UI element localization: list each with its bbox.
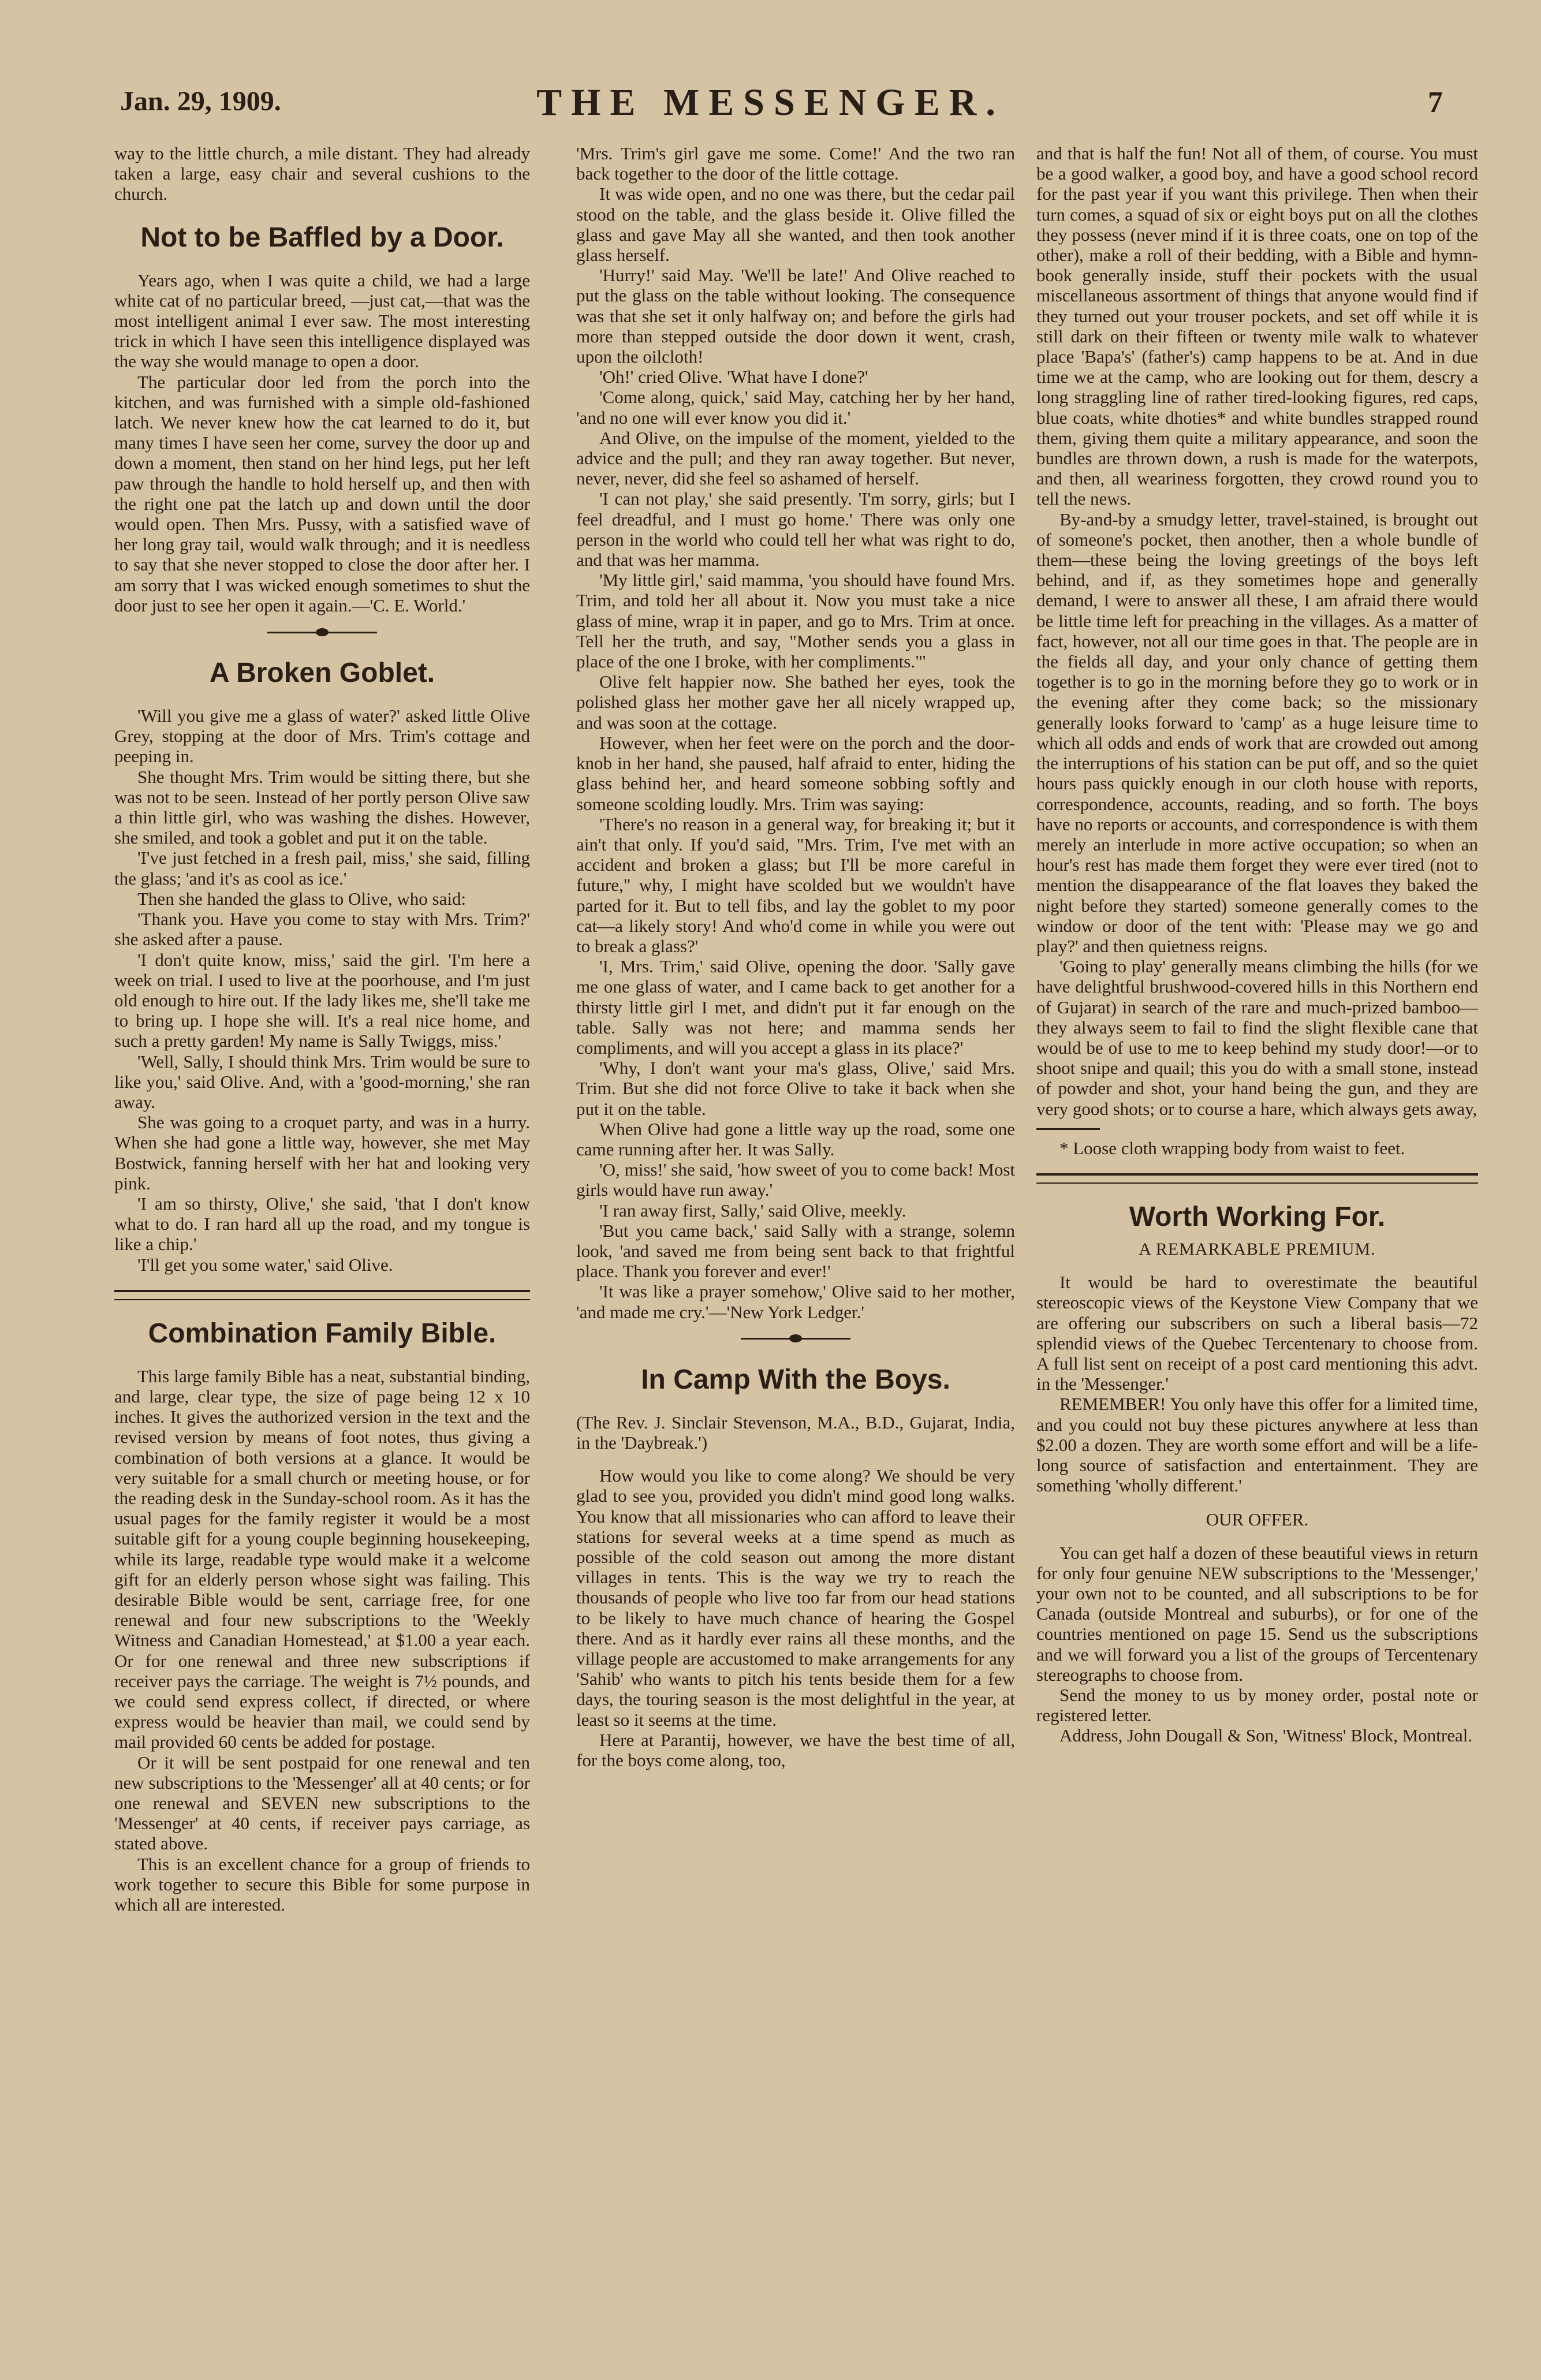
paragraph: And Olive, on the impulse of the moment, yielded to the advice and the pull; and they ran away together. But never, never, never, did she feel so ashamed of herself.	[576, 427, 1015, 489]
paragraph: 'My little girl,' said mamma, 'you should have found Mrs. Trim, and told her all about it. Now you must take a nice glass of mine, wrap it in paper, and go to Mrs. Trim at once. Tell her the truth, and say, "Mother sends you a glass in place of the one I broke, with her compliments."'	[576, 570, 1015, 672]
paragraph: 'Well, Sally, I should think Mrs. Trim would be sure to like you,' said Olive. And, with a 'good-morning,' she ran away.	[114, 1051, 530, 1112]
paragraph: How would you like to come along? We should be very glad to see you, provided you didn't mind good long walks. You know that all missionaries who can afford to leave their stations for several weeks at a time spend as much as possible of the cold season out among the more distant villages in tents. This is the way we try to reach the thousands of people who live too far from our head stations to be likely to have much chance of hearing the Gospel there. And as it hardly ever rains all these months, and the village people are accustomed to make arrangements for any 'Sahib' who wants to pitch his tents beside them for a few days, the touring season is the most delightful in the year, at least so it seems at the time.	[576, 1465, 1015, 1730]
paragraph: 'Why, I don't want your ma's glass, Olive,' said Mrs. Trim. But she did not force Olive to take it back when she put it on the table.	[576, 1058, 1015, 1119]
paragraph: This large family Bible has a neat, substantial binding, and large, clear type, the size of page being 12 x 10 inches. It gives the authorized version in the text and the revised version by means of foot notes, thus giving a combination of both versions at a glance. It would be very suitable for a small church or meeting house, or for the reading desk in the Sunday-school room. As it has the usual pages for the family register it would be a most suitable gift for a young couple beginning housekeeping, while its large, readable type would make it a welcome gift for an elderly person whose sight was failing. This desirable Bible would be sent, carriage free, for one renewal and four new subscriptions to the 'Weekly Witness and Canadian Homestead,' at $1.00 a year each. Or for one renewal and three new subscriptions if receiver pays the carriage. The weight is 7½ pounds, and we could send express collect, if directed, or where express would be heavier than mail, we could send by mail provided 60 cents be added for postage.	[114, 1366, 530, 1752]
paragraph: Then she handed the glass to Olive, who said:	[137, 888, 467, 909]
paragraph: Years ago, when I was quite a child, we had a large white cat of no particular breed, —just cat,—that was the most intelligent animal I ever saw. The most interesting trick in which I have seen this intelligence displayed was the way she would manage to open a door.	[114, 270, 530, 372]
paragraph: By-and-by a smudgy letter, travel-stained, is brought out of someone's pocket, then another, then a whole bundle of them—these being the loving greetings of the boys left behind, and if, as they sometimes hope and generally demand, I were to answer all these, I am afraid there would be little time left for preaching in the villages. As a matter of fact, however, not all our time goes in that. The people are in the fields all day, and your only chance of getting them together is to go in the morning before they go to work or in the evening after they come back; so the missionary generally looks forward to 'camp' as a huge leisure time to which all odds and ends of work that are crowded out among the interruptions of his station can be put off, and so the quiet hours pass quickly enough in our cloth house with reports, correspondence, accounts, reading, and so forth. The boys have no reports or accounts, and correspondence is with them merely an interlude in more active occupation; so when an hour's rest has made them forget they were ever tired (not to mention the disappearance of the flat loaves they baked the night before they started) someone generally comes to the window or door of the tent with: 'Please may we go and play?' and then quietness reigns.	[1036, 509, 1478, 956]
offer-heading: OUR OFFER.	[1206, 1509, 1309, 1530]
paragraph: Or it will be sent postpaid for one renewal and ten new subscriptions to the 'Messenger' all at 40 cents; or for one renewal and SEVEN new subscriptions to the 'Messenger' at 40 cents, if receiver pays carriage, as stated above.	[114, 1752, 530, 1854]
paragraph: You can get half a dozen of these beautiful views in return for only four genuine NEW subscriptions to the 'Messenger,' your own not to be counted, and all subscriptions to be for Canada (outside Montreal and suburbs), or for one of the countries mentioned on page 15. Send us the subscriptions and we will forward you a list of the groups of Tercentenary stereographs to choose from.	[1036, 1542, 1478, 1685]
paragraph: Here at Parantij, however, we have the best time of all, for the boys come along, too,	[576, 1729, 1015, 1771]
paragraph: 'I don't quite know, miss,' said the girl. 'I'm here a week on trial. I used to live at the poorhouse, and I'm just old enough to hire out. If the lady likes me, she'll take me to bring up. I hope she will. It's a real nice home, and such a pretty garden! My name is Sally Twiggs, miss.'	[114, 949, 530, 1051]
footnote-rule	[1036, 1128, 1100, 1130]
article-subtitle: A REMARKABLE PREMIUM.	[1139, 1239, 1376, 1259]
section-divider	[576, 1331, 1015, 1346]
article-title-goblet: A Broken Goblet.	[209, 658, 435, 689]
paragraph: 'There's no reason in a general way, for breaking it; but it ain't that only. If you'd said, "Mrs. Trim, I've met with an accident and broken a glass; but I'll be more careful in future," why, I might have scolded but we wouldn't have parted for it. But to tell fibs, and lay the goblet to my poor cat—a likely story! And who'd come in while you were out to break a glass?'	[576, 814, 1015, 956]
heavy-rule	[1036, 1173, 1478, 1184]
heavy-rule	[114, 1290, 530, 1300]
paragraph: Send the money to us by money order, postal note or registered letter.	[1036, 1685, 1478, 1726]
paragraph: REMEMBER! You only have this offer for a limited time, and you could not buy these pictures anywhere at less than $2.00 a dozen. They are worth some effort and will be a life-long source of satisfaction and entertainment. They are something 'wholly different.'	[1036, 1394, 1478, 1496]
paragraph: It was wide open, and no one was there, but the cedar pail stood on the table, and the glass beside it. Olive filled the glass and gave May all she wanted, and then took another glass herself.	[576, 184, 1015, 266]
masthead	[0, 81, 1541, 133]
article-title-door: Not to be Baffled by a Door.	[140, 222, 504, 253]
paragraph: 'Thank you. Have you come to stay with Mrs. Trim?' she asked after a pause.	[114, 909, 530, 950]
paragraph: Address, John Dougall & Son, 'Witness' Block, Montreal.	[1059, 1725, 1473, 1746]
paragraph: She thought Mrs. Trim would be sitting there, but she was not to be seen. Instead of her portly person Olive saw a thin little girl, who was washing the dishes. However, she smiled, and took a goblet and put it on the table.	[114, 766, 530, 848]
paragraph: 'O, miss!' she said, 'how sweet of you to come back! Most girls would have run away.'	[576, 1159, 1015, 1200]
paragraph: 'I'll get you some water,' said Olive.	[137, 1254, 393, 1275]
footnote: * Loose cloth wrapping body from waist to feet.	[1059, 1137, 1405, 1158]
column-1	[114, 143, 530, 1915]
article-title-worth: Worth Working For.	[1129, 1201, 1386, 1232]
page-number: 7	[1428, 86, 1443, 119]
column-3	[1036, 143, 1478, 1746]
paragraph: She was going to a croquet party, and was in a hurry. When she had gone a little way, however, she met May Bostwick, fanning herself with her hat and looking very pink.	[114, 1112, 530, 1193]
issue-date: Jan. 29, 1909.	[120, 86, 281, 117]
paragraph: 'I ran away first, Sally,' said Olive, meekly.	[599, 1200, 906, 1221]
paragraph: 'Mrs. Trim's girl gave me some. Come!' And the two ran back together to the door of the little cottage.	[576, 143, 1015, 184]
paragraph: 'I, Mrs. Trim,' said Olive, opening the door. 'Sally gave me one glass of water, and I came back to get another for a thirsty little girl I met, and didn't put it far enough on the table. Sally was not here; and mamma sends her compliments, and will you accept a glass in its place?'	[576, 956, 1015, 1058]
paragraph: 'I can not play,' she said presently. 'I'm sorry, girls; but I feel dreadful, and I must go home.' There was only one person in the world who could tell her what was right to do, and that was her mamma.	[576, 488, 1015, 570]
byline: (The Rev. J. Sinclair Stevenson, M.A., B.D., Gujarat, India, in the 'Daybreak.')	[576, 1412, 1015, 1453]
column-2	[576, 143, 1015, 1770]
paragraph: Olive felt happier now. She bathed her eyes, took the polished glass her mother gave her all nicely wrapped up, and was soon at the cottage.	[576, 672, 1015, 733]
paragraph: 'It was like a prayer somehow,' Olive said to her mother, 'and made me cry.'—'New York Ledger.'	[576, 1281, 1015, 1322]
paragraph: 'Oh!' cried Olive. 'What have I done?'	[599, 367, 868, 387]
paragraph: However, when her feet were on the porch and the door-knob in her hand, she paused, half afraid to enter, hiding the glass behind her, and heard someone sobbing softly and someone scolding loudly. Mrs. Trim was saying:	[576, 732, 1015, 814]
paragraph: The particular door led from the porch into the kitchen, and was furnished with a simple old-fashioned latch. We never knew how the cat learned to do it, but many times I have seen her come, survey the door up and down a moment, then stand on her hind legs, put her left paw through the handle to hold herself up, and then with the right one pat the latch up and down until the door would open. Then Mrs. Pussy, with a satisfied wave of her long gray tail, would walk through; and it is needless to say that she never stopped to close the door after her. I am sorry that I was wicked enough sometimes to shut the door just to see her open it again.—'C. E. World.'	[114, 371, 530, 615]
paragraph: 'But you came back,' said Sally with a strange, solemn look, 'and saved me from being sent back to that frightful place. Thank you forever and ever!'	[576, 1220, 1015, 1282]
paragraph: When Olive had gone a little way up the road, some one came running after her. It was Sally.	[576, 1118, 1015, 1159]
paragraph: 'Going to play' generally means climbing the hills (for we have delightful brushwood-covered hills in this Northern end of Gujarat) in search of the rare and much-prized bamboo—they always seem to fail to find the slight flexible cane that would be of use to me to keep behind my study door!—or to shoot snipe and quail; this you do with a small stone, instead of powder and shot, your hand being the gun, and they are very good shots; or to course a hare, which always gets away,	[1036, 956, 1478, 1119]
section-divider	[114, 625, 530, 640]
article-title-camp: In Camp With the Boys.	[641, 1364, 950, 1395]
paragraph: 'Hurry!' said May. 'We'll be late!' And Olive reached to put the glass on the table without looking. The consequence was that she set it only halfway on; and before the girls had more than stepped outside the door down it went, crash, upon the oilcloth!	[576, 265, 1015, 367]
paragraph: 'I am so thirsty, Olive,' she said, 'that I don't know what to do. I ran hard all up the road, and my tongue is like a chip.'	[114, 1193, 530, 1255]
newspaper-title: THE MESSENGER.	[536, 81, 1005, 124]
paragraph: 'I've just fetched in a fresh pail, miss,' she said, filling the glass; 'and it's as cool as ice.'	[114, 848, 530, 889]
paragraph: 'Will you give me a glass of water?' asked little Olive Grey, stopping at the door of Mrs. Trim's cottage and peeping in.	[114, 706, 530, 767]
intro-paragraph: way to the little church, a mile distant. They had already taken a large, easy chair and several cushions to the church.	[114, 143, 530, 204]
article-title-bible: Combination Family Bible.	[148, 1318, 497, 1349]
paragraph: 'Come along, quick,' said May, catching her by her hand, 'and no one will ever know you did it.'	[576, 387, 1015, 428]
paragraph: and that is half the fun! Not all of them, of course. You must be a good walker, a good boy, and have a good school record for the past year if you want this privilege. Then when their turn comes, a squad of six or eight boys put on all the clothes they possess (never mind if it is three coats, one on top of the other), make a roll of their bedding, with a Bible and hymn-book generally inside, stuff their pockets with the usual miscellaneous assortment of things that anyone would find if they turned out your trouser pockets, and set off while it is still dark on their fifteen or twenty mile walk to whatever place 'Bapa's' (father's) camp happens to be at. And in due time we at the camp, who are looking out for them, descry a long straggling line of rather tired-looking figures, red caps, blue coats, white dhoties* and white bundles strapped round them, giving them quite a military appearance, and soon the bundles are thrown down, a rush is made for the waterpots, and then, all weariness forgotten, they crowd round you to tell the news.	[1036, 143, 1478, 509]
paragraph: This is an excellent chance for a group of friends to work together to secure this Bible for some purpose in which all are interested.	[114, 1853, 530, 1915]
paragraph: It would be hard to overestimate the beautiful stereoscopic views of the Keystone View Company that we are offering our subscribers on such a liberal basis—72 splendid views of the Quebec Tercentenary to choose from. A full list sent on receipt of a post card mentioning this advt. in the 'Messenger.'	[1036, 1272, 1478, 1394]
